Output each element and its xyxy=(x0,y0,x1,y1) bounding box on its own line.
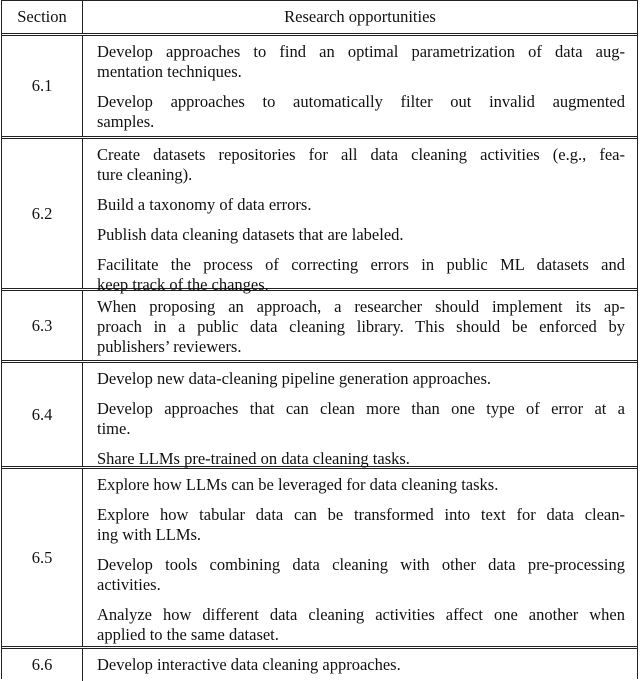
opportunity-line: Develop new data-cleaning pipeline generation approaches. xyxy=(97,369,491,388)
opportunity-line: Build a taxonomy of data errors. xyxy=(97,195,312,214)
opportunity-line: ture cleaning). xyxy=(97,165,193,184)
table-row xyxy=(2,469,637,649)
opportunity-line: Develop interactive data cleaning approaches. xyxy=(97,655,401,674)
opportunity-item xyxy=(97,605,625,645)
table-row xyxy=(2,291,637,363)
opportunity-line: mentation techniques. xyxy=(97,62,242,81)
opportunity-line: Analyze how different data cleaning activities affect one another when xyxy=(97,605,625,624)
opportunity-item xyxy=(97,255,625,295)
opportunity-item xyxy=(97,399,625,439)
opportunity-line: activities. xyxy=(97,575,161,594)
opportunity-line: publishers’ reviewers. xyxy=(97,337,242,356)
header-opportunities: Research opportunities xyxy=(284,7,436,26)
opportunity-item xyxy=(97,369,625,389)
section-number: 6.6 xyxy=(2,649,83,681)
opportunity-line: Develop approaches to automatically filter out invalid augmented xyxy=(97,92,625,111)
opportunity-item xyxy=(97,297,625,357)
section-number: 6.3 xyxy=(2,291,83,360)
opportunity-line: Develop approaches to find an optimal parametrization of data aug- xyxy=(97,42,625,61)
opportunity-line: Create datasets repositories for all data cleaning activities (e.g., fea- xyxy=(97,145,625,164)
opportunities-cell xyxy=(83,469,637,646)
opportunity-item xyxy=(97,145,625,185)
opportunity-line: samples. xyxy=(97,112,155,131)
opportunity-item xyxy=(97,195,625,215)
section-number: 6.2 xyxy=(2,139,83,288)
opportunities-cell xyxy=(83,36,637,136)
opportunity-item xyxy=(97,475,625,495)
opportunity-line: Explore how LLMs can be leveraged for data cleaning tasks. xyxy=(97,475,499,494)
opportunity-line: applied to the same dataset. xyxy=(97,625,279,644)
opportunity-item xyxy=(97,42,625,82)
section-number: 6.4 xyxy=(2,363,83,466)
opportunities-cell xyxy=(83,363,637,466)
opportunities-cell xyxy=(83,139,637,294)
opportunity-item xyxy=(97,225,625,245)
opportunities-cell xyxy=(83,291,637,360)
opportunity-line: Develop tools combining data cleaning with other data pre-processing xyxy=(97,555,625,574)
opportunity-line: Share LLMs pre-trained on data cleaning tasks. xyxy=(97,449,410,468)
opportunity-item xyxy=(97,555,625,595)
opportunity-line: proach in a public data cleaning library. This should be enforced by xyxy=(97,317,625,336)
opportunity-line: time. xyxy=(97,419,131,438)
opportunity-line: Explore how tabular data can be transformed into text for data clean- xyxy=(97,505,625,524)
table-row xyxy=(2,36,637,139)
opportunity-line: Facilitate the process of correcting errors in public ML datasets and xyxy=(97,255,625,274)
table-row xyxy=(2,363,637,469)
table-row xyxy=(2,139,637,294)
opportunity-item xyxy=(97,655,625,675)
opportunity-item xyxy=(97,449,625,469)
opportunity-item xyxy=(97,92,625,132)
table-row xyxy=(2,649,637,681)
opportunity-line: ing with LLMs. xyxy=(97,525,202,544)
opportunity-line: keep track of the changes. xyxy=(97,275,269,294)
opportunity-item xyxy=(97,505,625,545)
opportunity-line: Develop approaches that can clean more than one type of error at a xyxy=(97,399,625,418)
section-number: 6.1 xyxy=(2,36,83,136)
header-section: Section xyxy=(2,1,83,33)
opportunities-cell xyxy=(83,649,637,681)
opportunity-line: Publish data cleaning datasets that are labeled. xyxy=(97,225,404,244)
table-header-row xyxy=(2,1,637,36)
opportunity-line: When proposing an approach, a researcher should implement its ap- xyxy=(97,297,625,316)
research-opportunities-table xyxy=(1,0,638,679)
section-number: 6.5 xyxy=(2,469,83,646)
